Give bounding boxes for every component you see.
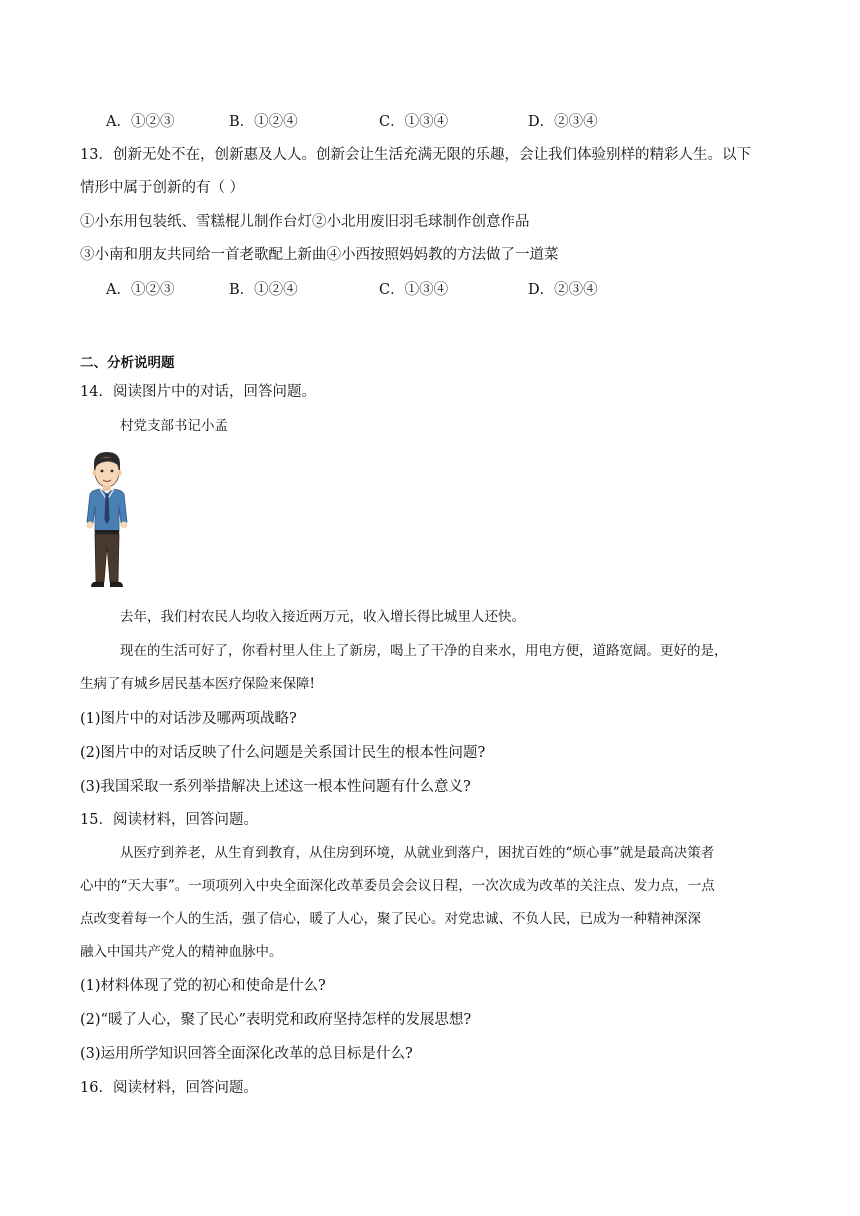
village-secretary-illustration — [82, 450, 132, 592]
q15-material-line3: 点改变着每一个人的生活，强了信心，暖了人心，聚了民心。对党忠诚、不负人民，已成为一种精神深深 — [80, 911, 701, 927]
q15-material-line1: 从医疗到养老，从生育到教育，从住房到环境，从就业到落户，困扰百姓的“烦心事”就是最高决策者 — [120, 845, 715, 861]
option-a: A．①②③ — [106, 114, 175, 130]
q14-stem: 14．阅读图片中的对话，回答问题。 — [80, 384, 316, 400]
q15-material-line4: 融入中国共产党人的精神血脉中。 — [80, 944, 283, 960]
option-c: C．①③④ — [379, 114, 449, 130]
q14-sub3: (3)我国采取一系列举措解决上述这一根本性问题有什么意义? — [80, 779, 471, 795]
figure-caption: 村党支部书记小孟 — [120, 418, 228, 434]
q13-stem-line2: 情形中属于创新的有（ ） — [80, 180, 245, 196]
q13-item-line1: ①小东用包装纸、雪糕棍儿制作台灯②小北用废旧羽毛球制作创意作品 — [80, 214, 530, 230]
dialog-para2-line2: 生病了有城乡居民基本医疗保险来保障! — [80, 676, 315, 692]
option-c: C．①③④ — [379, 282, 449, 298]
option-d: D．②③④ — [528, 282, 598, 298]
option-d: D．②③④ — [528, 114, 598, 130]
option-b: B．①②④ — [229, 114, 298, 130]
option-a: A．①②③ — [106, 282, 175, 298]
q15-sub1: (1)材料体现了党的初心和使命是什么? — [80, 978, 326, 994]
dialog-para2-line1: 现在的生活可好了，你看村里人住上了新房，喝上了干净的自来水，用电方便，道路宽阔。更好的是， — [120, 643, 728, 659]
q13-stem-line1: 13．创新无处不在，创新惠及人人。创新会让生活充满无限的乐趣，会让我们体验别样的精彩人生。以下 — [80, 147, 751, 163]
q15-sub2: (2)“暖了人心，聚了民心”表明党和政府坚持怎样的发展思想? — [80, 1012, 472, 1028]
q14-sub1: (1)图片中的对话涉及哪两项战略? — [80, 711, 297, 727]
q15-stem: 15．阅读材料，回答问题。 — [80, 812, 258, 828]
dialog-line-1: 去年，我们村农民人均收入接近两万元，收入增长得比城里人还快。 — [120, 609, 525, 625]
q14-sub2: (2)图片中的对话反映了什么问题是关系国计民生的根本性问题? — [80, 745, 486, 761]
section-heading: 二、分析说明题 — [80, 355, 175, 371]
q16-stem: 16．阅读材料，回答问题。 — [80, 1080, 258, 1096]
q15-sub3: (3)运用所学知识回答全面深化改革的总目标是什么? — [80, 1046, 413, 1062]
q15-material-line2: 心中的“天大事”。一项项列入中央全面深化改革委员会会议日程，一次次成为改革的关注点、发力点，一点 — [80, 878, 715, 894]
q13-item-line2: ③小南和朋友共同给一首老歌配上新曲④小西按照妈妈教的方法做了一道菜 — [80, 247, 559, 263]
option-b: B．①②④ — [229, 282, 298, 298]
